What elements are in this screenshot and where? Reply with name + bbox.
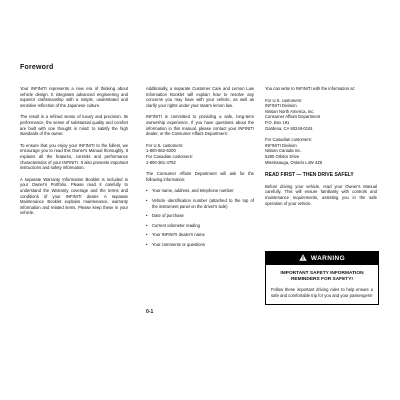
list-item: • Your INFINITI dealer's name (146, 232, 254, 238)
us-contact-label: For U.S. customers: (146, 142, 184, 148)
list-item: • Date of purchase (146, 213, 254, 219)
read-manual-paragraph: To ensure that you enjoy your INFINITI to the fullest, we encourage you to read this Owner's Manual thoroughly. It explains all the features, controls and performance characteristics of your INFINITI. It also presents important instructions and safety information. (20, 142, 128, 171)
address-line: Mississauga, Ontario L4W 4Z5 (265, 159, 323, 165)
address-line: INFINITI Division (265, 103, 297, 109)
warning-title: IMPORTANT SAFETY INFORMATION REMINDERS FOR SAFETY! (280, 271, 364, 282)
us-address-block (265, 98, 377, 132)
info-bullet-list (146, 188, 254, 247)
page-number: 0-1 (146, 309, 154, 315)
list-item: • Current odometer reading (146, 223, 254, 229)
list-item: • Your name, address, and telephone number (146, 188, 254, 194)
address-line: INFINITI Division (265, 142, 297, 148)
warning-label: WARNING (310, 255, 346, 262)
read-first-subheading: READ FIRST — THEN DRIVE SAFELY (265, 172, 354, 179)
warranty-paragraph: A separate Warranty Information Booklet is included in your Owner's Portfolio. Please read it carefully to understand the Warranty coverage and the terms and conditions of your INFINITI dealer. A separate Maintenance Booklet explains maintenance, warranty information and related items. Please keep these in your vehicle. (20, 176, 128, 216)
ca-contact-label: For Canadian customers: (146, 153, 194, 159)
address-line: Nissan Canada Inc. (265, 148, 302, 154)
address-line: Consumer Affairs Department (265, 114, 321, 120)
warning-box (265, 251, 379, 305)
lemon-law-paragraph: Additionally, a separate Customer Care and Lemon Law Information Booklet will explain how to resolve any concerns you may have with your vehicle, as well as clarify your rights under your state's lemon law. (146, 86, 254, 108)
ca-phone: 1-800-361-4792 (146, 159, 176, 165)
column-right (265, 86, 377, 212)
ca-address-block (265, 137, 377, 165)
write-to-paragraph: You can write to INFINITI with the information at: (265, 86, 355, 91)
address-line: 5290 Orbitor Drive (265, 153, 300, 159)
intro-paragraph: Your INFINITI represents a new era of thinking about vehicle design. It integrates advanced engineering and superior craftsmanship with a simple, understated and sensitive reflection of the Japanese culture. (20, 86, 128, 108)
read-first-paragraph: Before driving your vehicle, read your Owner's Manual carefully. This will ensure familiarity with controls and maintenance requirements, assisting you in the safe operation of your vehicle. (265, 183, 377, 206)
column-left (20, 86, 128, 222)
phone-contacts (146, 143, 254, 165)
us-phone: 1-800-662-6200 (146, 148, 176, 154)
result-paragraph: The result is a refined sense of luxury and precision. Its performance, the sense of substantial quality and comfort are built with one thought in mind: to satisfy the high standards of the owner. (20, 114, 128, 137)
address-line: For Canadian customers: (265, 137, 313, 143)
consumer-affairs-paragraph: The Consumer Affairs Department will ask for the following information: (146, 171, 254, 182)
warning-triangle-icon (299, 254, 307, 263)
address-line: Nissan North America, Inc. (265, 108, 315, 114)
list-item: • Your comments or questions (146, 242, 254, 248)
commitment-paragraph: INFINITI is committed to providing a safe, long-term ownership experience. If you have questions about the information in this manual, please contact your INFINITI dealer, or the Consumer Affairs Department: (146, 114, 254, 137)
list-item: • Vehicle identification number (attached to the top of the instrument panel on the driver's side) (146, 198, 254, 209)
address-line: For U.S. customers: (265, 97, 303, 103)
column-middle (146, 86, 254, 253)
warning-body: Follow these important driving rules to help ensure a safe and comfortable trip for you and your passengers! (271, 287, 373, 298)
warning-header (266, 252, 378, 265)
address-line: P.O. Box 191 (265, 119, 290, 125)
page-heading: Foreword (20, 64, 54, 71)
address-line: Gardena, CA 90248-0191 (265, 125, 313, 131)
